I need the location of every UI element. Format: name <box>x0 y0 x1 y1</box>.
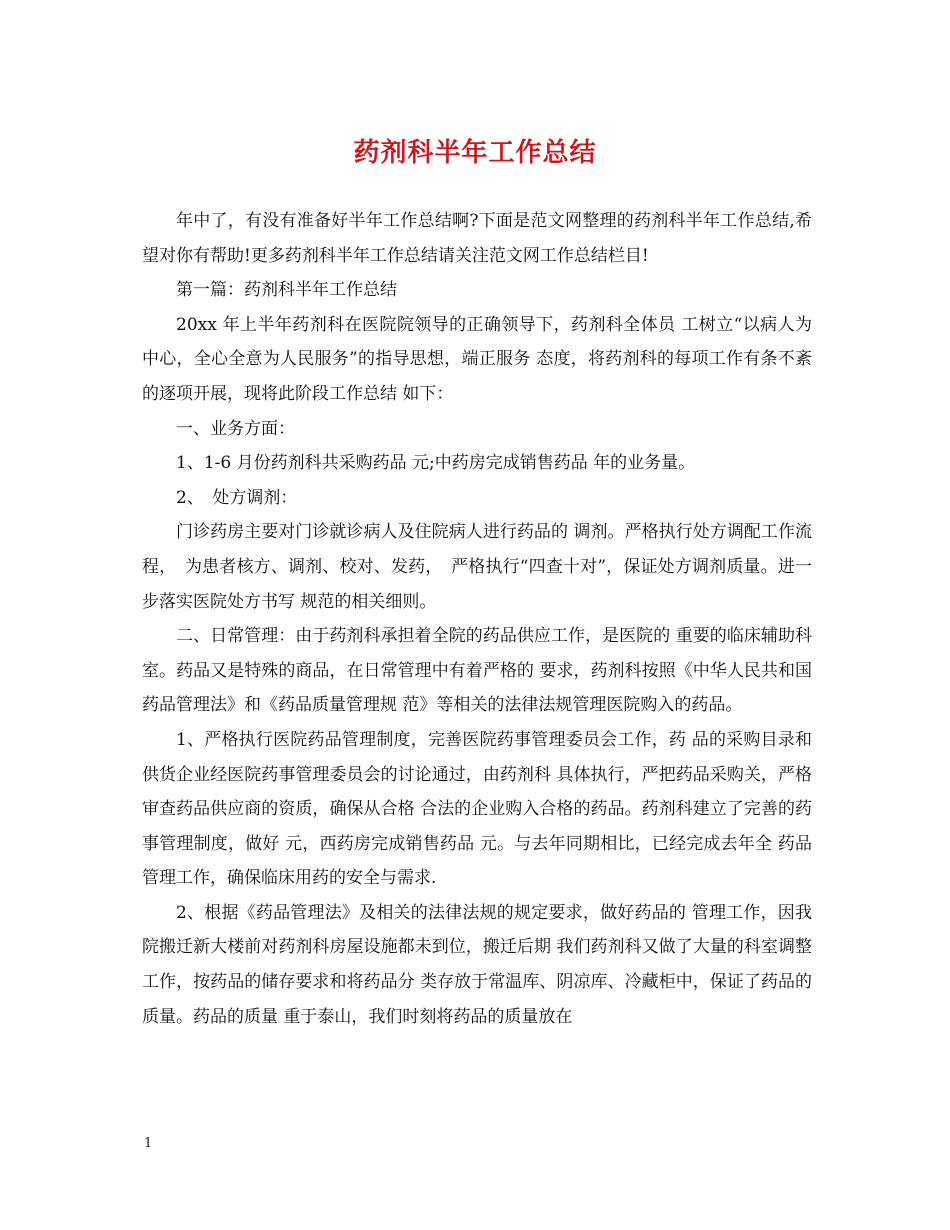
paragraph-prescription-heading: 2、 处方调剂： <box>176 487 298 508</box>
paragraph-overview: 20xx 年上半年药剂科在医院院领导的正确领导下，药剂科全体员 工树立“以病人为中心，全心全意为人民服务”的指导思想，端正服务 态度，将药剂科的每项工作有条不紊的逐项开展，现将此阶段工作总结 如下： <box>142 314 812 404</box>
paragraph-management-item-2: 2、根据《药品管理法》及相关的法律法规的规定要求，做好药品的 管理工作，因我院搬迁新大楼前对药剂科房屋设施都未到位，搬迁后期 我们药剂科又做了大量的科室调整工作，按药品的储存要求和将药品分 类存放于常温库、阴凉库、冷藏柜中，保证了药品的质量。药品的质量 重于泰山，我们时刻将药品的质量放在 <box>142 902 812 1027</box>
paragraph-daily-management: 二、日常管理：由于药剂科承担着全院的药品供应工作，是医院的 重要的临床辅助科室。药品又是特殊的商品，在日常管理中有着严格的 要求，药剂科按照《中华人民共和国药品管理法》和《药品质量管理规 范》等相关的法律法规管理医院购入的药品。 <box>142 626 812 716</box>
page-number: 1 <box>144 1136 153 1151</box>
paragraph-business-heading: 一、业务方面： <box>176 418 295 439</box>
document-title: 药剂科半年工作总结 <box>353 138 597 168</box>
document-body <box>142 204 812 1034</box>
paragraph-intro: 年中了，有没有准备好半年工作总结啊?下面是范文网整理的药剂科半年工作总结,希望对你有帮助!更多药剂科半年工作总结请关注范文网工作总结栏目! <box>142 211 812 266</box>
paragraph-prescription: 门诊药房主要对门诊就诊病人及住院病人进行药品的 调剂。严格执行处方调配工作流程， 为患者核方、调剂、校对、发药， 严格执行“四查十对”，保证处方调剂质量。进一步落实医院处方书写 规范的相关细则。 <box>142 522 812 612</box>
paragraph-procurement: 1、1-6 月份药剂科共采购药品 元;中药房完成销售药品 年的业务量。 <box>176 453 696 474</box>
paragraph-section-heading: 第一篇：药剂科半年工作总结 <box>176 280 397 301</box>
paragraph-management-item-1: 1、严格执行医院药品管理制度，完善医院药事管理委员会工作，药 品的采购目录和供货企业经医院药事管理委员会的讨论通过，由药剂科 具体执行，严把药品采购关，严格审查药品供应商的资质，确保从合格 合法的企业购入合格的药品。药剂科建立了完善的药事管理制度，做好 元，西药房完成销售药品 元。与去年同期相比，已经完成去年全 药品管理工作，确保临床用药的安全与需求. <box>142 729 812 889</box>
